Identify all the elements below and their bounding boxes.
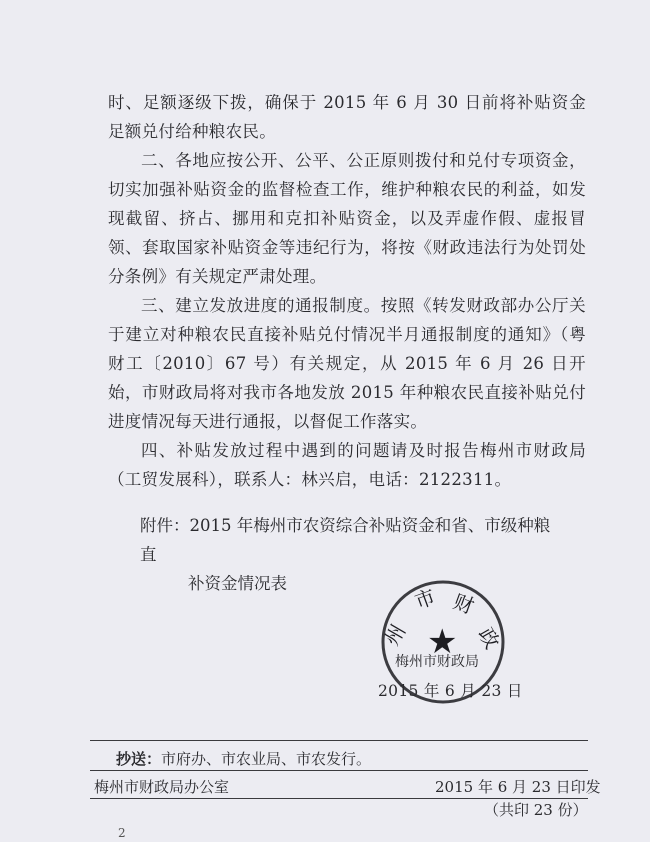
print-date: 2015 年 6 月 23 日印发: [435, 778, 601, 796]
paragraph-1: 时、足额逐级下拨，确保于 2015 年 6 月 30 日前将补贴资金足额兑付给种粮农民。: [108, 93, 586, 141]
seal-char-4: 政: [473, 623, 505, 653]
attachment-line-2: 补资金情况表: [188, 574, 287, 593]
cc-recipients: 市府办、市农业局、市农发行。: [161, 750, 372, 768]
paragraph-3: 三、建立发放进度的通报制度。按照《转发财政部办公厅关于建立对种粮农民直接补贴兑付情况半月通报制度的通知》（粤财工〔2010〕67 号）有关规定，从 2015 年 6 月 26 日开始，市财政局将对我市各地发放 2015 年种粮农民直接补贴兑付进度情况每天进行通报，以督促工作落实。: [108, 296, 586, 431]
issuing-office: 梅州市财政局办公室: [94, 778, 230, 796]
copies-count: （共印 23 份）: [484, 801, 588, 819]
signature-org: 梅州市财政局: [395, 654, 479, 670]
cc-label: 抄送：: [116, 750, 162, 768]
paragraph-2: 二、各地应按公开、公平、公正原则拨付和兑付专项资金，切实加强补贴资金的监督检查工作，维护种粮农民的利益，如发现截留、挤占、挪用和克扣补贴资金，以及弄虚作假、虚报冒领、套取国家补贴资金等违纪行为，将按《财政违法行为处罚处分条例》有关规定严肃处理。: [108, 151, 586, 286]
seal-star-icon: ★: [427, 622, 458, 662]
seal-char-2: 市: [411, 584, 439, 614]
signature-date: 2015 年 6 月 23 日: [378, 682, 523, 700]
body-text: [108, 88, 586, 494]
footer-divider-middle: [90, 770, 588, 771]
paragraph-4: 四、补贴发放过程中遇到的问题请及时报告梅州市财政局（工贸发展科），联系人：林兴启，电话：2122311。: [108, 441, 586, 489]
footer-divider-top: [90, 740, 588, 741]
page-number: 2: [118, 826, 126, 840]
cc-line: [116, 748, 371, 769]
seal-char-3: 财: [450, 589, 478, 619]
seal-char-1: 州: [379, 620, 411, 650]
attachment-line-1: 附件：2015 年梅州市农资综合补贴资金和省、市级种粮直: [140, 516, 551, 564]
